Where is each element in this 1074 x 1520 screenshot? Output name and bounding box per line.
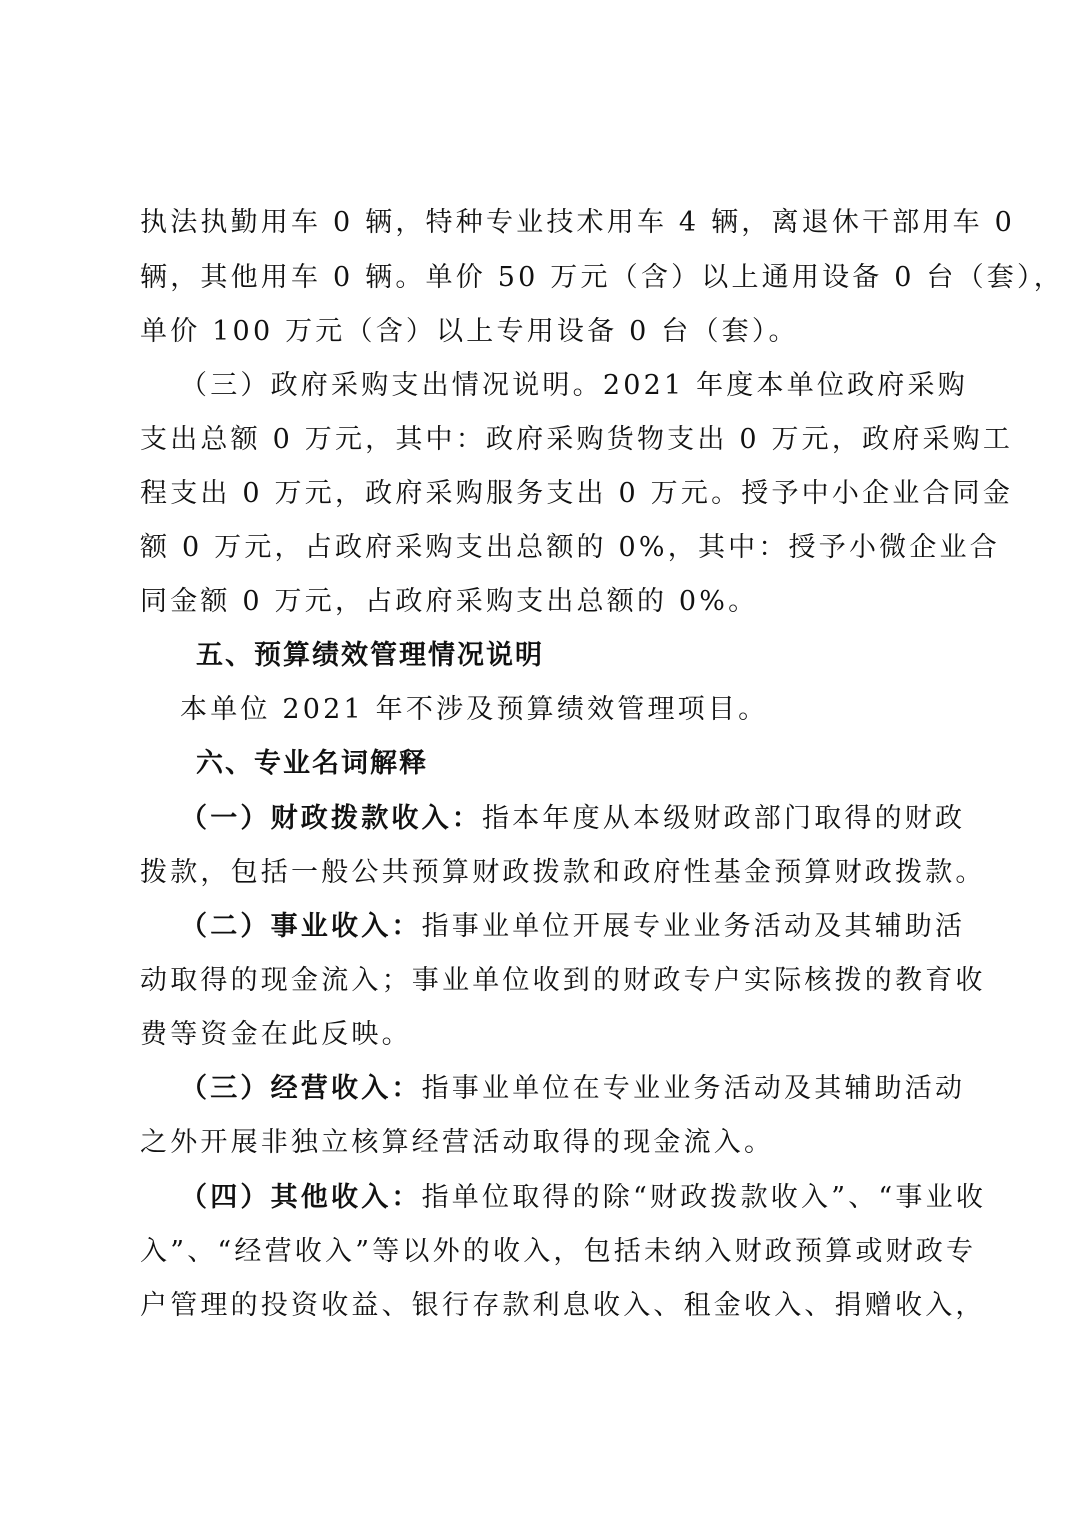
section-heading: 五、预算绩效管理情况说明 xyxy=(196,640,544,671)
paragraph-line xyxy=(180,366,968,406)
paragraph-line: 本单位 2021 年不涉及预算绩效管理项目。 xyxy=(180,694,769,725)
paragraph-line: 费等资金在此反映。 xyxy=(140,1019,412,1050)
term-label: （一）财政拨款收入： xyxy=(180,803,482,834)
paragraph-lead: （三）政府采购支出情况说明。 xyxy=(180,370,603,401)
paragraph-line: 额 0 万元，占政府采购支出总额的 0%，其中：授予小微企业合 xyxy=(140,532,1000,563)
term-label: （二）事业收入： xyxy=(180,911,422,942)
term-definition-line xyxy=(180,907,966,947)
paragraph-line: 动取得的现金流入；事业单位收到的财政专户实际核拨的教育收 xyxy=(140,965,986,996)
term-text: 指本年度从本级财政部门取得的财政 xyxy=(482,803,966,834)
section-heading: 六、专业名词解释 xyxy=(196,748,428,779)
paragraph-line: 拨款，包括一般公共预算财政拨款和政府性基金预算财政拨款。 xyxy=(140,857,986,888)
term-definition-line xyxy=(180,1069,966,1109)
paragraph-line: 入”、“经营收入”等以外的收入，包括未纳入财政预算或财政专 xyxy=(140,1236,977,1267)
paragraph-line: 辆，其他用车 0 辆。单价 50 万元（含）以上通用设备 0 台（套）， xyxy=(140,262,1064,293)
paragraph-line: 之外开展非独立核算经营活动取得的现金流入。 xyxy=(140,1127,775,1158)
term-text: 指单位取得的除“财政拨款收入”、“事业收 xyxy=(421,1182,987,1213)
paragraph-line: 同金额 0 万元，占政府采购支出总额的 0%。 xyxy=(140,586,759,617)
term-label: （四）其他收入： xyxy=(180,1182,422,1213)
paragraph-line: 程支出 0 万元，政府采购服务支出 0 万元。授予中小企业合同金 xyxy=(140,478,1014,509)
term-text: 指事业单位在专业业务活动及其辅助活动 xyxy=(421,1073,966,1104)
term-text: 指事业单位开展专业业务活动及其辅助活 xyxy=(421,911,966,942)
paragraph-text: 2021 年度本单位政府采购 xyxy=(602,370,968,401)
paragraph-line: 执法执勤用车 0 辆，特种专业技术用车 4 辆，离退休干部用车 0 xyxy=(140,207,1016,238)
term-definition-line xyxy=(180,799,966,839)
term-definition-line xyxy=(180,1178,987,1218)
paragraph-line: 户管理的投资收益、银行存款利息收入、租金收入、捐赠收入， xyxy=(140,1290,986,1321)
paragraph-line: 支出总额 0 万元，其中：政府采购货物支出 0 万元，政府采购工 xyxy=(140,424,1014,455)
term-label: （三）经营收入： xyxy=(180,1073,422,1104)
paragraph-line: 单价 100 万元（含）以上专用设备 0 台（套）。 xyxy=(140,316,799,347)
